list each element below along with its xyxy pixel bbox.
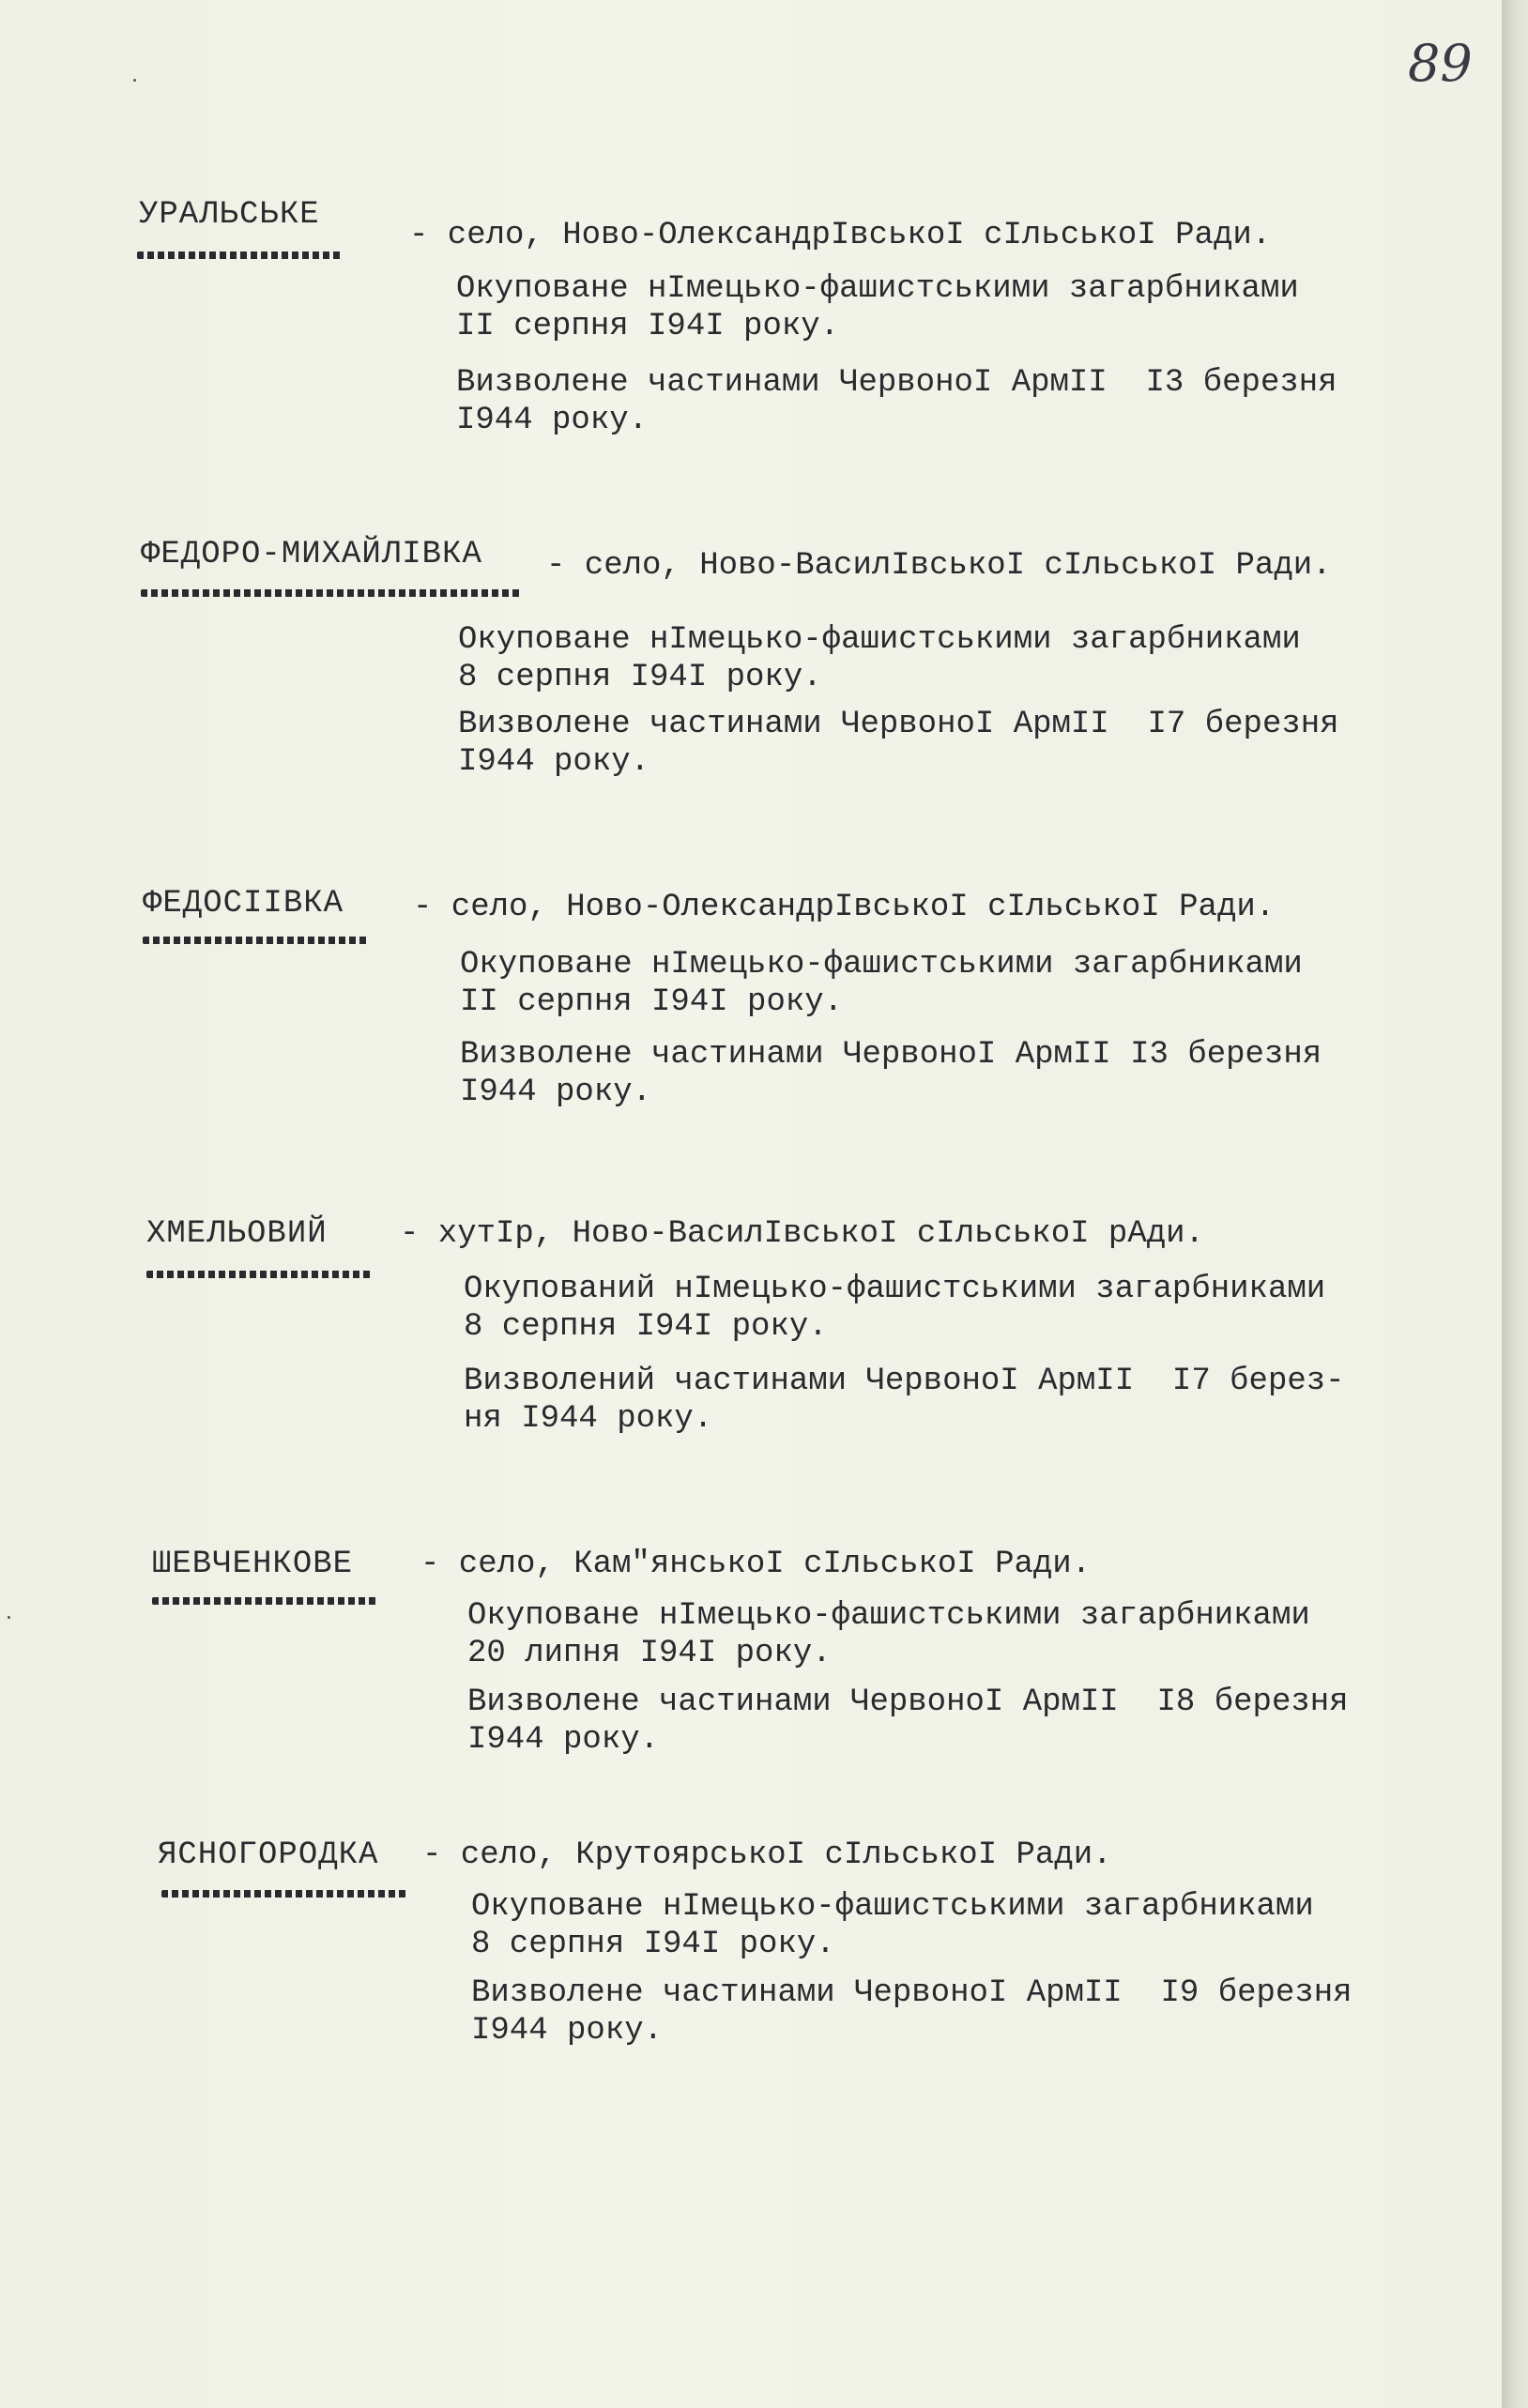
- entry-description: - село, КрутоярськоI сIльськоI Ради.: [422, 1837, 1112, 1873]
- paper-speck: [133, 79, 136, 82]
- entry-description: - село, Ново-ОлександрIвськоI сIльськоI Ради.: [413, 890, 1276, 925]
- entry-name: ШЕВЧЕНКОВЕ: [152, 1547, 354, 1582]
- paper-speck: [8, 1616, 10, 1619]
- occupation-text: Окуповане нIмецько-фашистськими загарбниками II серпня I94I року.: [456, 271, 1299, 344]
- occupation-text: Окуповане нIмецько-фашистськими загарбниками 8 серпня I94I року.: [458, 622, 1301, 695]
- occupation-text: Окуповане нIмецько-фашистськими загарбниками II серпня I94I року.: [460, 947, 1303, 1020]
- entry-name: УРАЛЬСЬКЕ: [139, 197, 320, 233]
- name-underline: [137, 251, 342, 259]
- name-underline: [161, 1890, 407, 1897]
- page-number: 89: [1408, 34, 1473, 93]
- entry-description: - село, Кам"янськоI сIльськоI Ради.: [420, 1547, 1092, 1582]
- entry-name: ЯСНОГОРОДКА: [158, 1837, 379, 1873]
- entry-description: - хутIр, Ново-ВасилIвськоI сIльськоI рАди.: [400, 1216, 1204, 1252]
- occupation-text: Окуповане нIмецько-фашистськими загарбниками 20 липня I94I року.: [467, 1598, 1310, 1671]
- liberation-text: Визволений частинами ЧервоноI АрмII I7 берез- ня I944 року.: [464, 1364, 1345, 1437]
- liberation-text: Визволене частинами ЧервоноI АрмII I8 березня I944 року.: [467, 1684, 1349, 1758]
- occupation-text: Окупований нIмецько-фашистськими загарбниками 8 серпня I94I року.: [464, 1272, 1326, 1345]
- name-underline: [143, 937, 368, 944]
- name-underline: [152, 1597, 377, 1605]
- entry-name: ФЕДОСIIВКА: [143, 886, 344, 922]
- liberation-text: Визволене частинами ЧервоноI АрмII I3 березня I944 року.: [456, 365, 1337, 438]
- occupation-text: Окуповане нIмецько-фашистськими загарбниками 8 серпня I94I року.: [471, 1889, 1314, 1962]
- entry-name: ФЕДОРО-МИХАЙЛIВКА: [141, 537, 482, 572]
- entry-description: - село, Ново-ОлександрIвськоI сIльськоI Ради.: [409, 218, 1272, 253]
- liberation-text: Визволене частинами ЧервоноI АрмII I9 березня I944 року.: [471, 1975, 1352, 2049]
- liberation-text: Визволене частинами ЧервоноI АрмII I7 березня I944 року.: [458, 707, 1339, 780]
- page-edge: [1502, 0, 1528, 2408]
- entry-description: - село, Ново-ВасилIвськоI сIльськоI Ради.: [546, 548, 1332, 584]
- liberation-text: Визволене частинами ЧервоноI АрмII I3 березня I944 року.: [460, 1037, 1322, 1110]
- entry-name: ХМЕЛЬОВИЙ: [146, 1216, 328, 1252]
- name-underline: [141, 589, 522, 597]
- name-underline: [146, 1271, 372, 1278]
